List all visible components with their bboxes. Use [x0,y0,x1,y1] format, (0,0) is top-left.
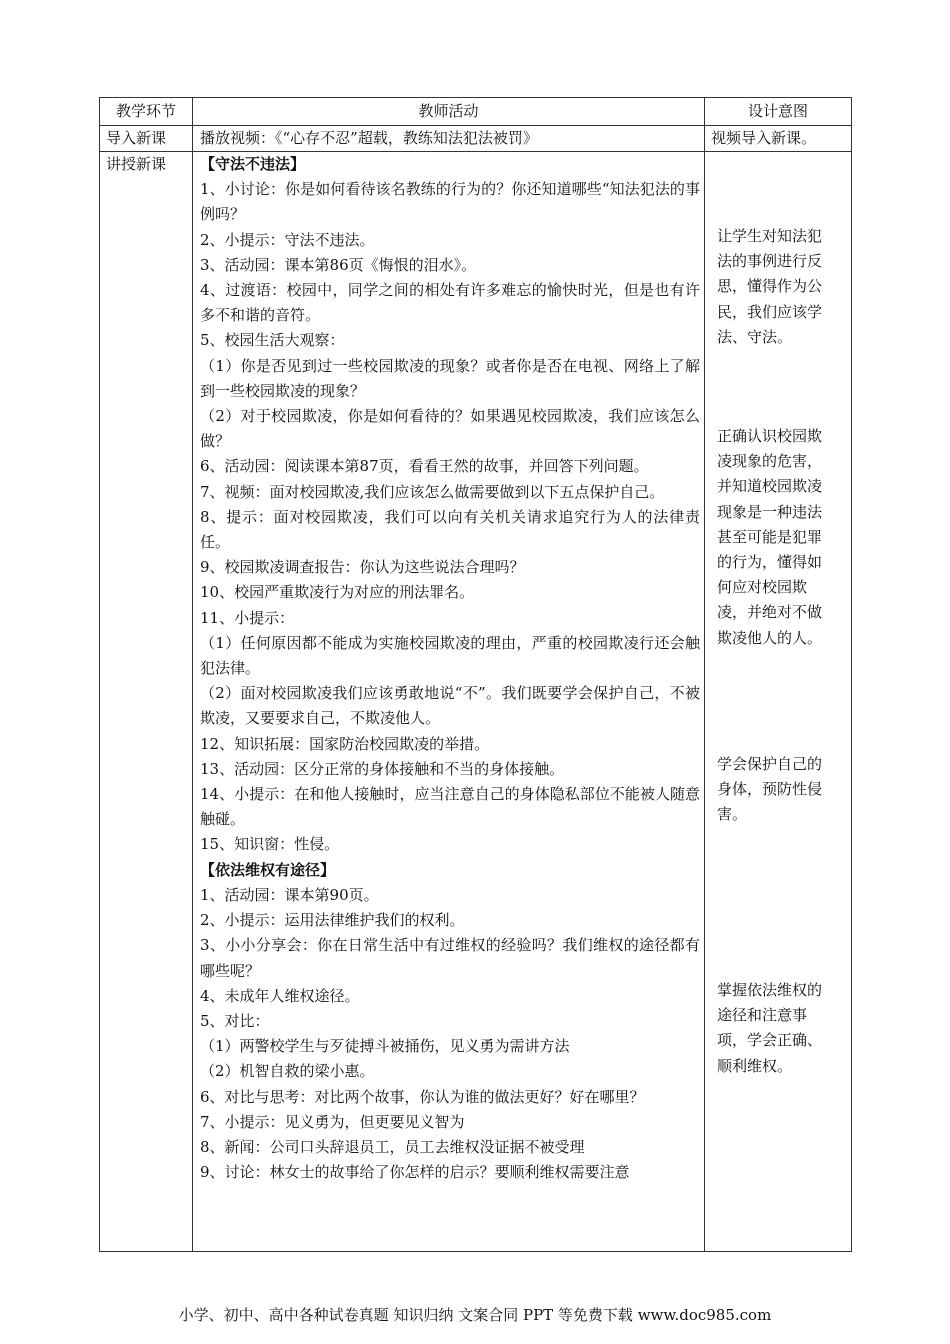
main-stage-label: 讲授新课 [106,155,167,173]
activity-item: 7、小提示：见义勇为，但更要见义智为 [200,1112,465,1131]
lesson-plan-table [99,97,852,1252]
activity-list [200,152,700,1185]
header-intent: 设计意图 [705,98,852,126]
intro-stage: 导入新课 [100,126,193,152]
header-stage: 教学环节 [100,98,193,126]
intent-column [711,152,847,1247]
activity-item: 8、新闻：公司口头辞退员工，员工去维权没证据不被受理 [200,1137,585,1156]
activity-item: 6、对比与思考：对比两个故事，你认为谁的做法更好？好在哪里？ [200,1087,645,1106]
activity-item: 14、小提示：在和他人接触时，应当注意自己的身体隐私部位不能被人随意触碰。 [200,785,700,829]
table-row-main [100,152,852,1252]
activity-item: （2）对于校园欺凌，你是如何看待的？如果遇见校园欺凌，我们应该怎么做？ [200,407,700,451]
activity-item: 1、活动园：课本第90页。 [200,885,379,904]
intent-note-3: 学会保护自己的身体，预防性侵害。 [717,755,823,824]
activity-item: 4、过渡语：校园中，同学之间的相处有许多难忘的愉快时光，但是也有许多不和谐的音符。 [200,281,700,325]
activity-item: 13、活动园：区分正常的身体接触和不当的身体接触。 [200,759,565,778]
table-header-row [100,98,852,126]
activity-item: 9、讨论：林女士的故事给了你怎样的启示？要顺利维权需要注意 [200,1163,630,1182]
page-footer: 小学、初中、高中各种试卷真题 知识归纳 文案合同 PPT 等免费下载 www.doc985.com [178,1306,772,1324]
section-heading: 【守法不违法】 [200,155,306,173]
activity-item: 15、知识窗：性侵。 [200,835,340,854]
table-row-intro [100,126,852,152]
activity-item: 6、活动园：阅读课本第87页，看看王然的故事，并回答下列问题。 [200,457,649,476]
main-intent [705,152,852,1252]
main-activity [193,152,705,1252]
activity-item: 9、校园欺凌调查报告：你认为这些说法合理吗？ [200,558,525,577]
activity-item: 5、对比： [200,1011,270,1030]
intent-note-4: 掌握依法维权的途径和注意事项，学会正确、顺利维权。 [717,981,823,1075]
activity-item: 7、视频：面对校园欺凌,我们应该怎么做需要做到以下五点保护自己。 [200,482,665,501]
activity-item: 12、知识拓展：国家防治校园欺凌的举措。 [200,734,490,753]
intent-note-2: 正确认识校园欺凌现象的危害，并知道校园欺凌现象是一种违法甚至可能是犯罪的行为，懂得如何应对校园欺凌，并绝对不做欺凌他人的人。 [717,427,823,647]
activity-item: （2）机智自救的梁小惠。 [200,1062,375,1081]
activity-item: 1、小讨论：你是如何看待该名教练的行为的？你还知道哪些“知法犯法的事例吗？ [200,180,700,224]
activity-item: （1）任何原因都不能成为实施校园欺凌的理由，严重的校园欺凌行还会触犯法律。 [200,633,700,678]
activity-item: 11、小提示： [200,608,295,627]
activity-item: 4、未成年人维权途径。 [200,986,360,1005]
main-stage [100,152,193,1252]
section-heading: 【依法维权有途径】 [200,860,336,879]
intro-activity: 播放视频：《“心存不忍”超载，教练知法犯法被罚》 [193,126,705,152]
activity-item: 8、提示：面对校园欺凌，我们可以向有关机关请求追究行为人的法律责任。 [200,507,700,552]
activity-item: 10、校园严重欺凌行为对应的刑法罪名。 [200,583,475,602]
activity-item: 3、活动园：课本第86页《悔恨的泪水》。 [200,255,477,274]
activity-item: （1）两警校学生与歹徒搏斗被捅伤，见义勇为需讲方法 [200,1037,570,1056]
activity-item: 2、小提示：守法不违法。 [200,230,375,249]
intro-intent: 视频导入新课。 [705,126,852,152]
activity-item: 3、小小分享会：你在日常生活中有过维权的经验吗？我们维权的途径都有哪些呢？ [200,936,700,980]
activity-item: （2）面对校园欺凌我们应该勇敢地说“不”。我们既要学会保护自己，不被欺凌，又要要求自己，不欺凌他人。 [200,684,700,728]
activity-item: 5、校园生活大观察： [200,331,345,350]
activity-item: （1）你是否见到过一些校园欺凌的现象？或者你是否在电视、网络上了解到一些校园欺凌的现象？ [200,356,700,400]
activity-item: 2、小提示：运用法律维护我们的权利。 [200,911,465,930]
header-activity: 教师活动 [193,98,705,126]
intent-note-1: 让学生对知法犯法的事例进行反思，懂得作为公民，我们应该学法、守法。 [717,227,823,346]
